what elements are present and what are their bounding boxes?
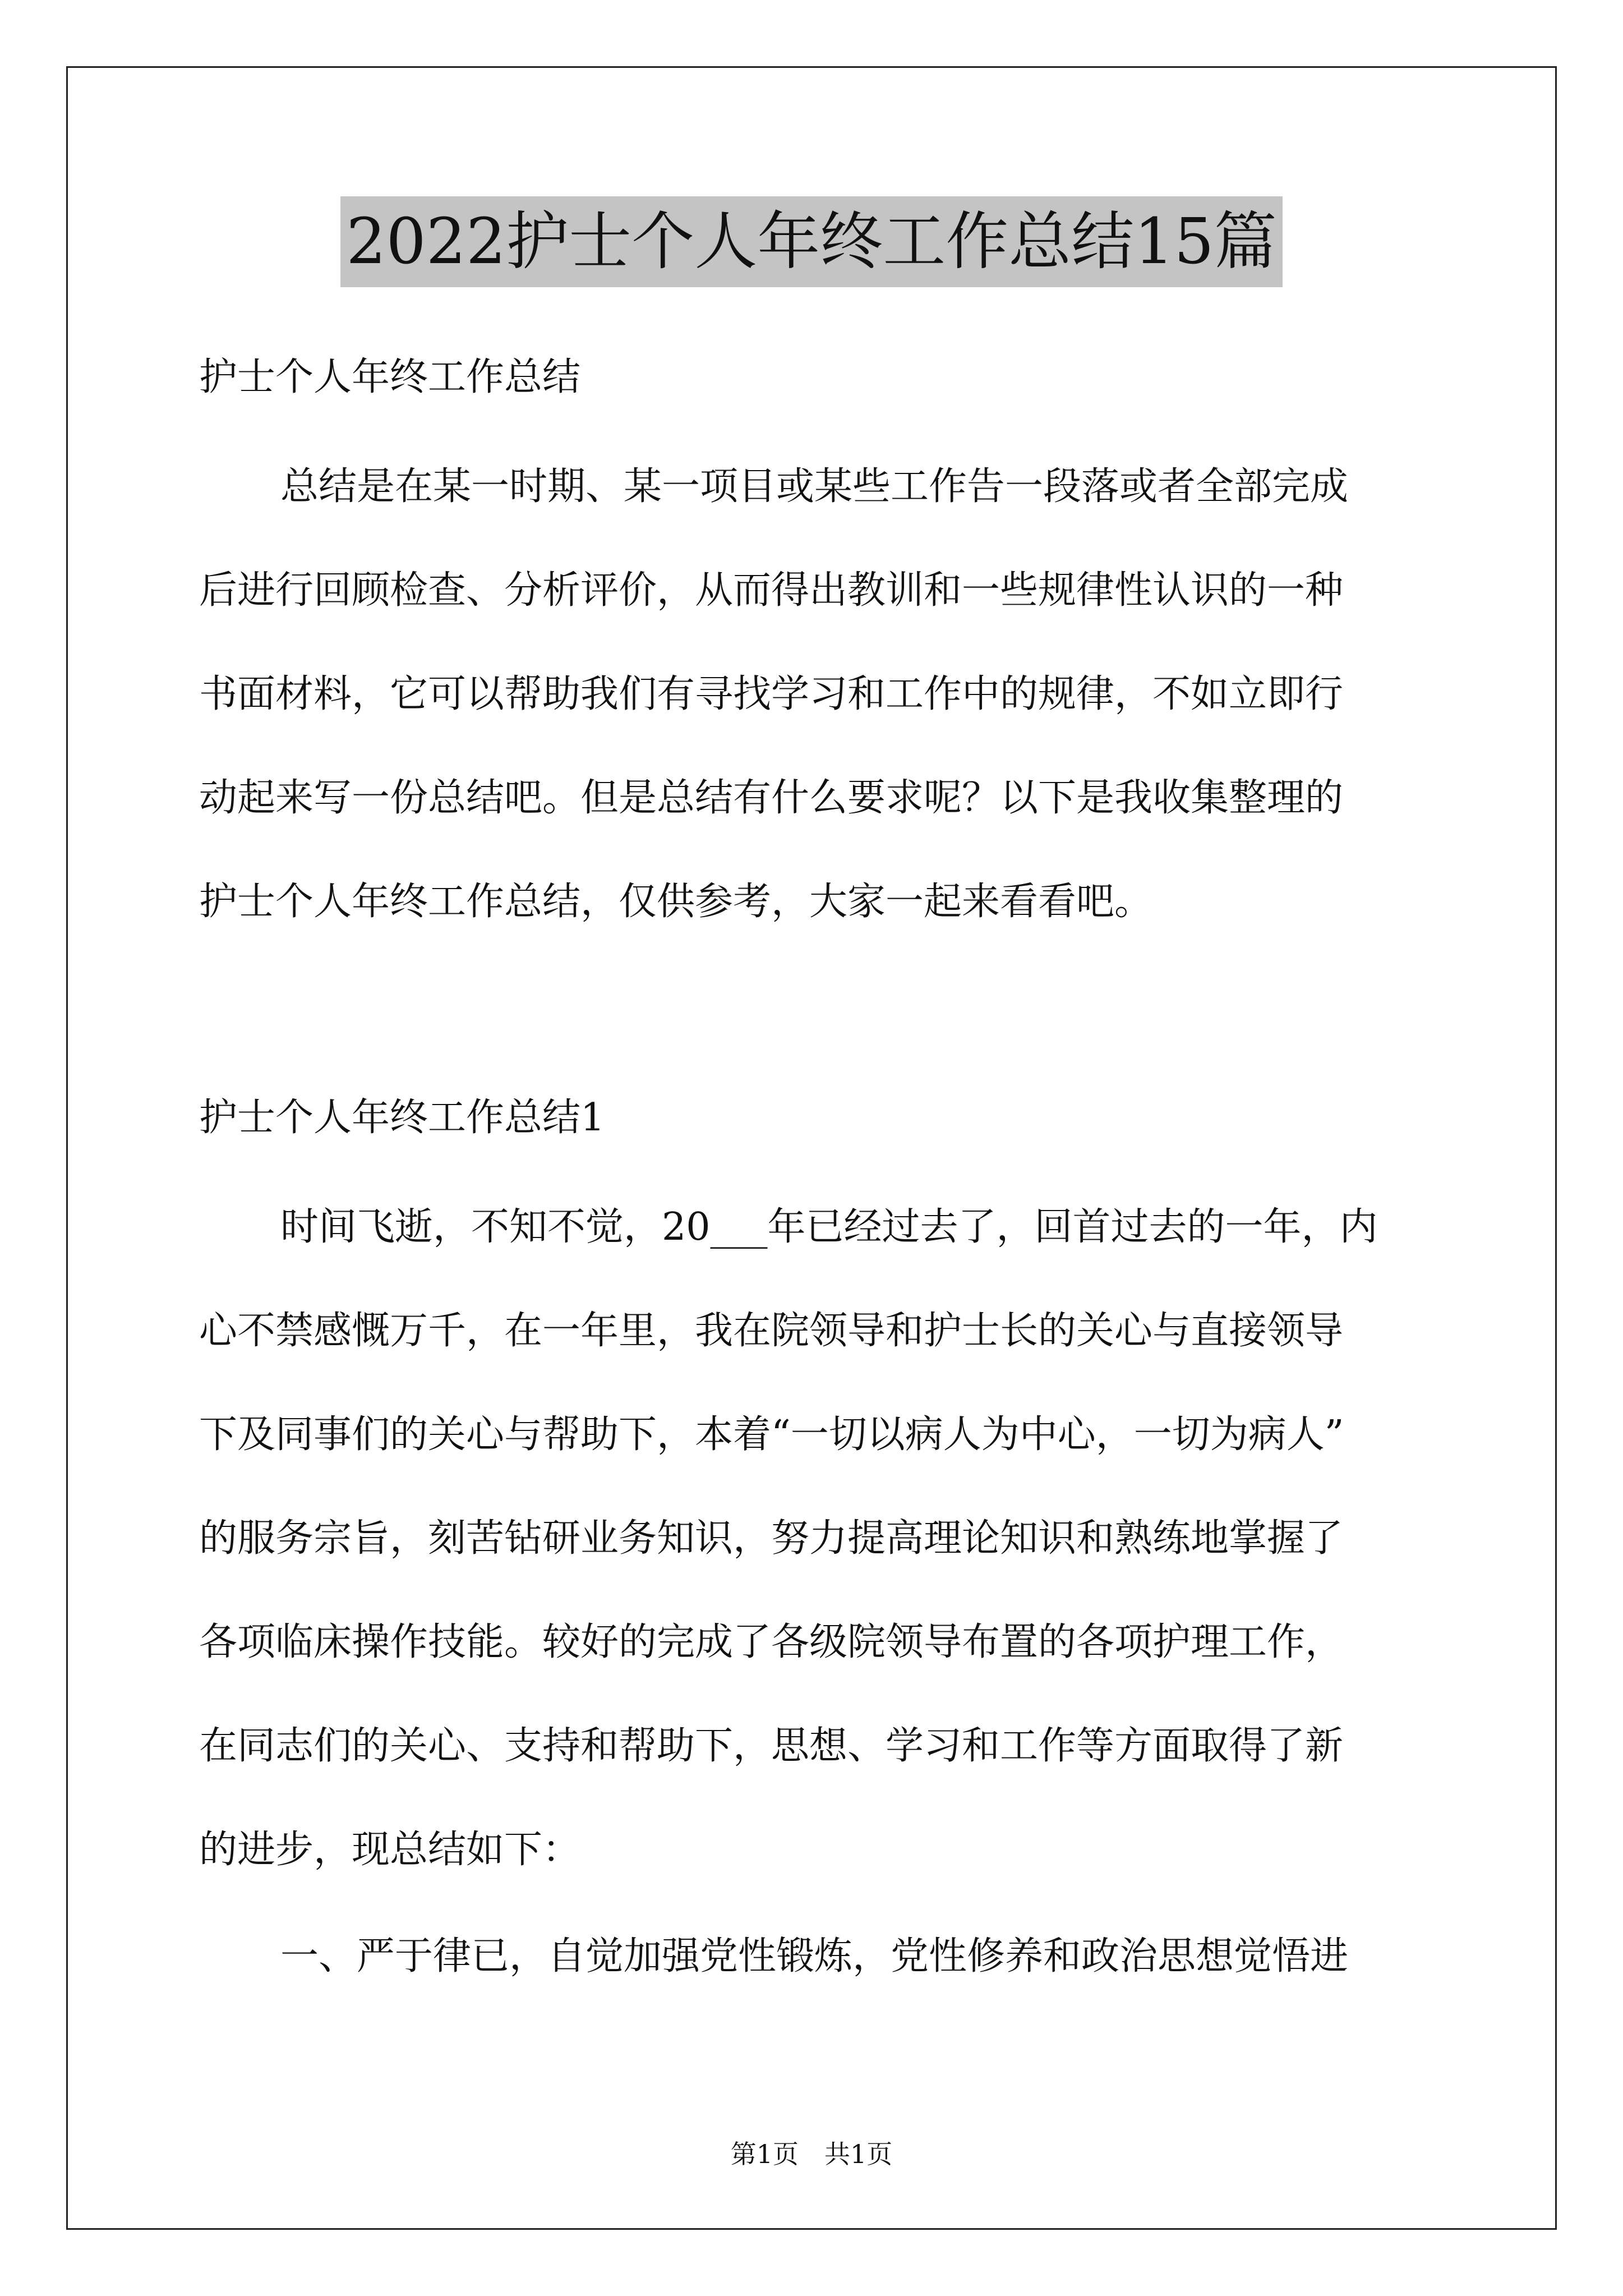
section1-line-3: 下及同事们的关心与帮助下，本着“一切以病人为中心，一切为病人” bbox=[199, 1412, 1344, 1457]
intro-line-1: 总结是在某一时期、某一项目或某些工作告一段落或者全部完成 bbox=[280, 464, 1349, 509]
intro-line-5: 护士个人年终工作总结，仅供参考，大家一起来看看吧。 bbox=[199, 880, 1153, 924]
intro-line-2: 后进行回顾检查、分析评价，从而得出教训和一些规律性认识的一种 bbox=[199, 568, 1344, 613]
section1-line-2: 心不禁感慨万千，在一年里，我在院领导和护士长的关心与直接领导 bbox=[199, 1309, 1344, 1353]
point1-line: 一、严于律已，自觉加强党性锻炼，党性修养和政治思想觉悟进 bbox=[280, 1934, 1349, 1978]
title-container bbox=[0, 196, 1623, 287]
section1-heading: 护士个人年终工作总结1 bbox=[199, 1096, 605, 1140]
intro-line-4: 动起来写一份总结吧。但是总结有什么要求呢？以下是我收集整理的 bbox=[199, 776, 1344, 820]
intro-line-3: 书面材料，它可以帮助我们有寻找学习和工作中的规律，不如立即行 bbox=[199, 672, 1344, 716]
document-title: 2022护士个人年终工作总结15篇 bbox=[340, 196, 1283, 287]
intro-heading: 护士个人年终工作总结 bbox=[199, 355, 581, 399]
section1-line-4: 的服务宗旨，刻苦钻研业务知识，努力提高理论知识和熟练地掌握了 bbox=[199, 1516, 1344, 1561]
section1-line-7: 的进步，现总结如下： bbox=[199, 1828, 581, 1872]
section1-line-6: 在同志们的关心、支持和帮助下，思想、学习和工作等方面取得了新 bbox=[199, 1724, 1344, 1768]
section1-line-1: 时间飞逝，不知不觉，20___年已经过去了，回首过去的一年，内 bbox=[280, 1205, 1378, 1249]
page-footer: 第1页 共1页 bbox=[730, 2139, 893, 2169]
section1-line-5: 各项临床操作技能。较好的完成了各级院领导布置的各项护理工作， bbox=[199, 1620, 1344, 1664]
